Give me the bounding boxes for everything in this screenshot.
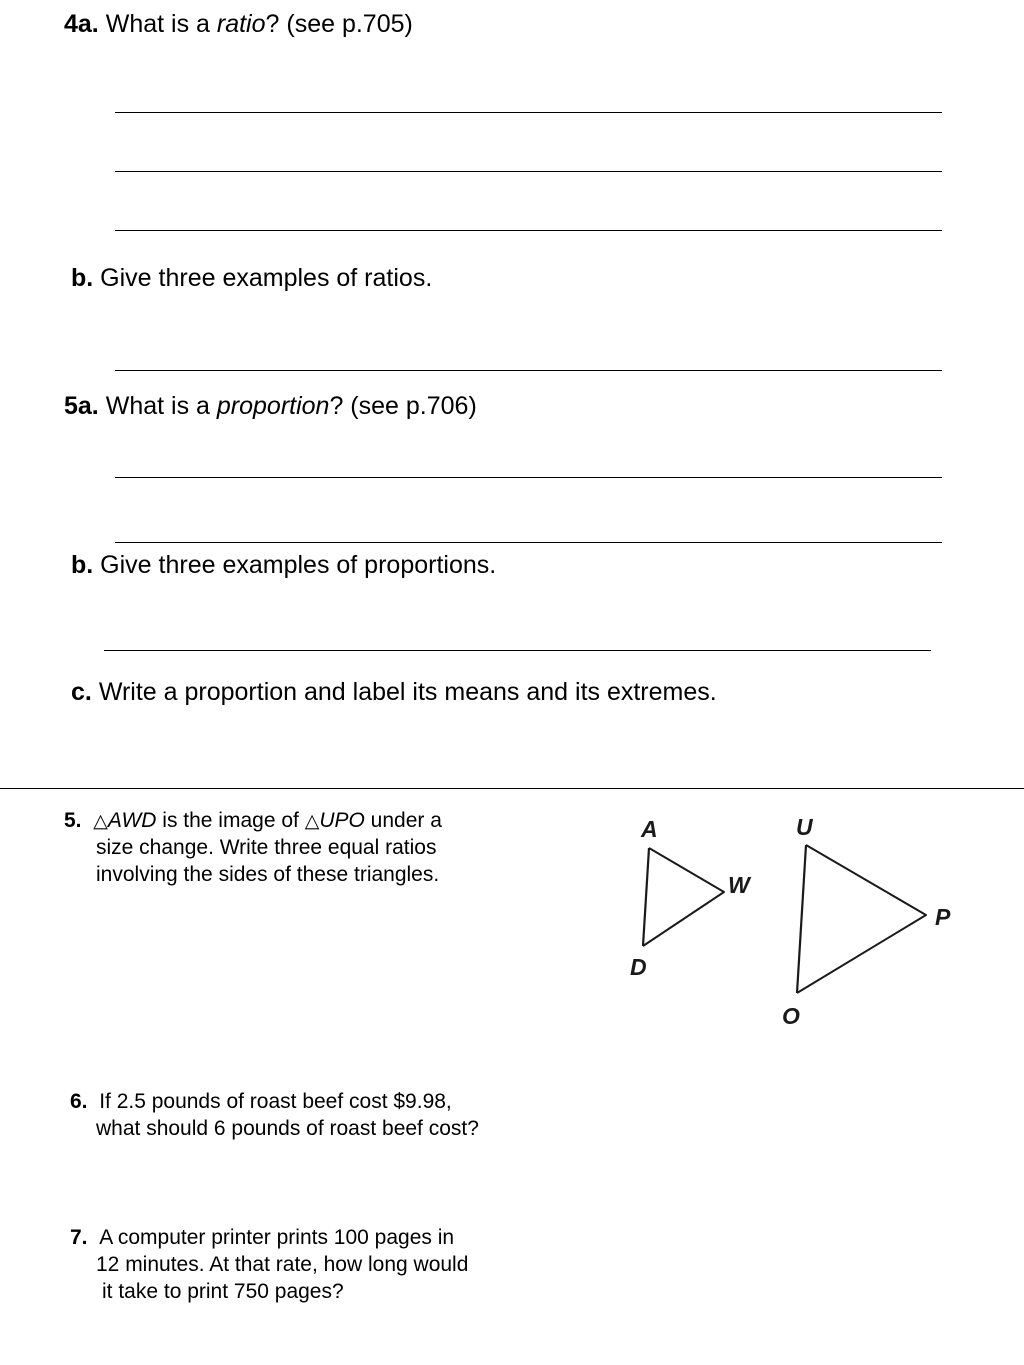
problem-text-line: what should 6 pounds of roast beef cost? xyxy=(96,1117,479,1140)
problem-text: is the image of xyxy=(156,809,305,832)
answer-line xyxy=(104,650,931,651)
question-5b xyxy=(71,550,496,580)
triangle-awd-edges xyxy=(643,848,724,946)
vertex-label-w: W xyxy=(728,872,750,898)
problem-text-line xyxy=(64,807,442,836)
answer-line xyxy=(115,230,942,231)
answer-line xyxy=(115,542,942,543)
question-number: 4a. xyxy=(64,10,99,38)
similar-triangles-figure xyxy=(615,805,975,1035)
problem-number: 6. xyxy=(70,1090,88,1113)
question-number: 5a. xyxy=(64,392,99,420)
answer-line xyxy=(115,171,942,172)
question-text: What is a xyxy=(105,10,210,38)
problem-text-line: size change. Write three equal ratios xyxy=(96,836,437,859)
triangle-name: AWD xyxy=(107,809,157,832)
problem-text-line: involving the sides of these triangles. xyxy=(96,863,440,886)
problem-text-line: it take to print 750 pages? xyxy=(102,1280,344,1303)
question-text: What is a xyxy=(105,392,210,420)
key-term: ratio xyxy=(216,10,266,38)
problem-text: A computer printer prints 100 pages in xyxy=(99,1226,455,1249)
question-text: Give three examples of proportions. xyxy=(100,551,497,579)
answer-line xyxy=(115,370,942,371)
page-reference: ? (see p.706) xyxy=(329,392,477,420)
section-divider xyxy=(0,788,1024,789)
question-4a xyxy=(64,9,413,39)
question-5c xyxy=(71,677,717,707)
problem-number: 5. xyxy=(64,809,82,832)
problem-number: 7. xyxy=(70,1226,88,1249)
triangle-name: UPO xyxy=(319,809,365,832)
triangle-symbol: △ xyxy=(304,811,320,832)
problem-text: If 2.5 pounds of roast beef cost $9.98, xyxy=(99,1090,452,1113)
triangle-upo-edges xyxy=(797,845,926,993)
problem-text-line xyxy=(70,1088,452,1116)
problem-text-line: 12 minutes. At that rate, how long would xyxy=(96,1253,469,1276)
question-5a xyxy=(64,391,477,421)
question-number: b. xyxy=(71,551,94,579)
triangle-awd-side-ad xyxy=(643,848,649,946)
key-term: proportion xyxy=(216,392,330,420)
vertex-label-p: P xyxy=(935,904,951,930)
vertex-label-o: O xyxy=(782,1003,800,1029)
question-text: Give three examples of ratios. xyxy=(100,264,433,292)
question-4b xyxy=(71,263,432,293)
page-reference: ? (see p.705) xyxy=(265,10,413,38)
question-text: Write a proportion and label its means and its extremes. xyxy=(98,678,717,706)
triangle-upo-side-uo xyxy=(797,845,806,993)
triangle-upo xyxy=(797,845,926,993)
problem-text: under a xyxy=(364,809,442,832)
question-number: c. xyxy=(71,678,92,706)
question-number: b. xyxy=(71,264,94,292)
vertex-label-u: U xyxy=(796,814,813,840)
triangle-awd xyxy=(643,848,724,946)
vertex-label-d: D xyxy=(630,954,647,980)
triangle-symbol: △ xyxy=(93,811,108,832)
answer-line xyxy=(115,112,942,113)
answer-line xyxy=(115,477,942,478)
vertex-label-a: A xyxy=(641,816,658,842)
problem-text-line xyxy=(70,1224,454,1252)
